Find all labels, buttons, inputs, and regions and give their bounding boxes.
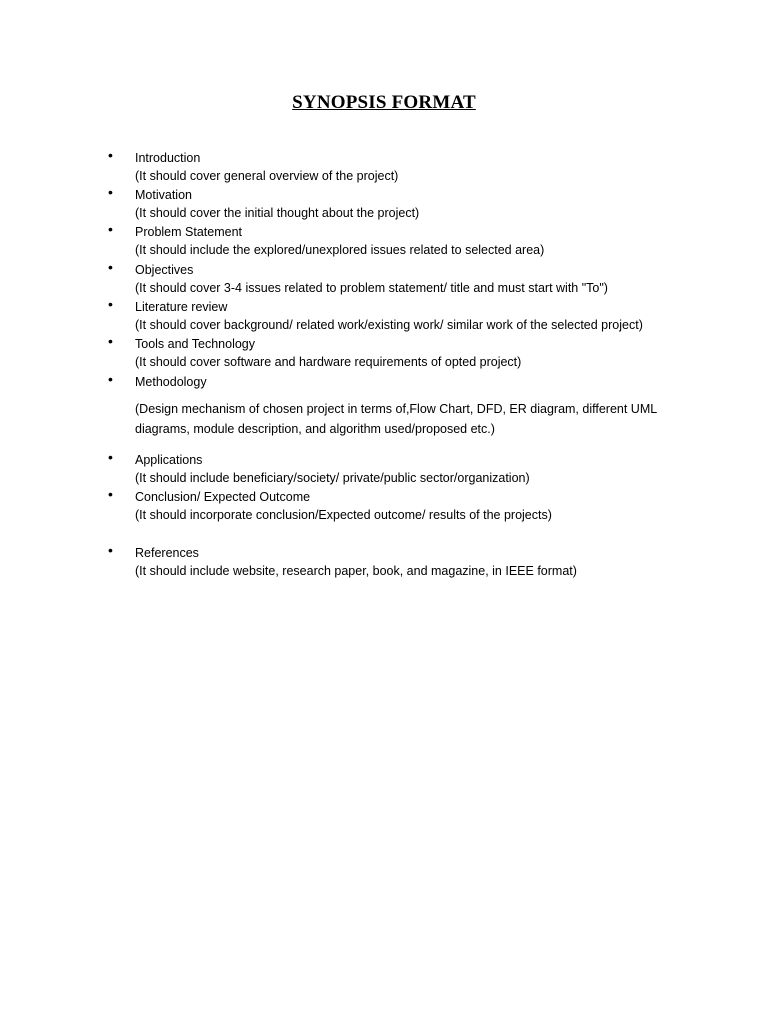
item-heading: Objectives bbox=[135, 263, 194, 277]
item-heading: Problem Statement bbox=[135, 225, 242, 239]
bullet-icon: • bbox=[108, 371, 113, 387]
item-description: (It should cover general overview of the project) bbox=[135, 169, 399, 183]
item-heading: Conclusion/ Expected Outcome bbox=[135, 490, 311, 504]
bullet-icon: • bbox=[108, 296, 113, 312]
bullet-icon: • bbox=[108, 542, 113, 558]
item-description: (It should cover software and hardware requirements of opted project) bbox=[135, 355, 522, 369]
item-heading: Literature review bbox=[135, 300, 228, 314]
item-description: (It should include beneficiary/society/ private/public sector/organization) bbox=[135, 471, 530, 485]
item-description: (Design mechanism of chosen project in terms of,Flow Chart, DFD, ER diagram, different UML diagrams, module description, and algorithm used/proposed etc.) bbox=[135, 402, 657, 436]
item-description: (It should cover the initial thought about the project) bbox=[135, 206, 420, 220]
bullet-icon: • bbox=[108, 259, 113, 275]
bullet-icon: • bbox=[108, 184, 113, 200]
bullet-icon: • bbox=[108, 147, 113, 163]
item-heading: Applications bbox=[135, 453, 203, 467]
item-description: (It should cover 3-4 issues related to problem statement/ title and must start with "To") bbox=[135, 281, 608, 295]
item-heading: Introduction bbox=[135, 151, 201, 165]
item-description: (It should incorporate conclusion/Expected outcome/ results of the projects) bbox=[135, 508, 552, 522]
item-description: (It should include the explored/unexplored issues related to selected area) bbox=[135, 243, 545, 257]
item-description: (It should include website, research paper, book, and magazine, in IEEE format) bbox=[135, 564, 577, 578]
item-heading: Methodology bbox=[135, 375, 207, 389]
item-description: (It should cover background/ related work/existing work/ similar work of the selected project) bbox=[135, 318, 643, 332]
document-title: SYNOPSIS FORMAT bbox=[292, 92, 476, 113]
bullet-icon: • bbox=[108, 221, 113, 237]
item-heading: Motivation bbox=[135, 188, 192, 202]
bullet-icon: • bbox=[108, 333, 113, 349]
bullet-icon: • bbox=[108, 486, 113, 502]
item-heading: Tools and Technology bbox=[135, 337, 255, 351]
bullet-icon: • bbox=[108, 449, 113, 465]
item-heading: References bbox=[135, 546, 199, 560]
